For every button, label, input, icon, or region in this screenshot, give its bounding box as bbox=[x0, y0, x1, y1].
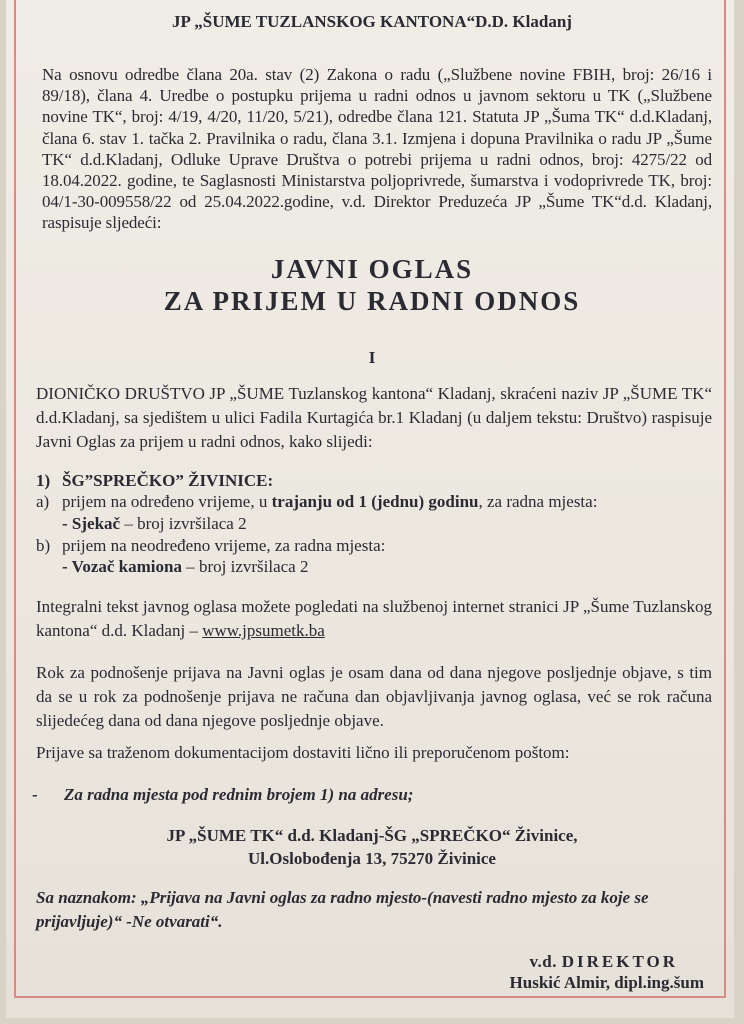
item-a-duration: trajanju od 1 (jednu) godinu bbox=[271, 492, 479, 511]
unit-heading bbox=[36, 470, 273, 492]
item-b-text: prijem na neodređeno vrijeme, za radna mjesta: bbox=[62, 536, 386, 555]
address-instruction-text: Za radna mjesta pod rednim brojem 1) na adresu; bbox=[64, 785, 414, 804]
position-dash: - bbox=[62, 557, 72, 576]
legal-basis-paragraph: Na osnovu odredbe člana 20a. stav (2) Zakona o radu („Službene novine FBIH, broj: 26/16 i 89/18), člana 4. Uredbe o postupku prijema u radni odnos u javnom sektoru u TK („Službene novine TK“, broj: 4/19, 4/20, 11/20, 5/21), odredbe člana 121. Statuta JP „Šuma TK“ d.d.Kladanj, člana 6. stav 1. tačka 2. Pravilnika o radu, člana 3.1. Izmjena i dopuna Pravilnika o radu JP „Šume TK“ d.d.Kladanj, Odluke Uprave Društva o potrebi prijema u radni odnos, broj: 4275/22 od 18.04.2022. godine, te Saglasnosti Ministarstva poljoprivrede, šumarstva i vodoprivrede TK, broj: 04/1-30-009558/22 od 25.04.2022.godine, v.d. Direktor Preduzeća JP „Šume TK“d.d. Kladanj, raspisuje sljedeći: bbox=[42, 65, 712, 233]
address-line-2: Ul.Oslobođenja 13, 75270 Živinice bbox=[248, 849, 496, 868]
position-count: – broj izvršilaca 2 bbox=[181, 557, 309, 576]
position-count: – broj izvršilaca 2 bbox=[120, 514, 247, 533]
website-link[interactable]: www.jpsumetk.ba bbox=[202, 621, 325, 640]
unit-name: ŠG”SPREČKO” ŽIVINICE: bbox=[62, 471, 274, 490]
address-line-1: JP „ŠUME TK“ d.d. Kladanj-ŠG „SPREČKO“ Živinice, bbox=[166, 826, 578, 845]
position-name: Vozač kamiona bbox=[71, 557, 182, 576]
position-vozac bbox=[62, 556, 308, 578]
envelope-note: Sa naznakom: „Prijava na Javni oglas za radno mjesto-(navesti radno mjesto za koje se prijavljuje)“ -Ne otvarati“. bbox=[36, 888, 649, 931]
unit-number: 1) bbox=[36, 471, 51, 490]
item-a-marker: a) bbox=[36, 492, 50, 511]
position-name: Sjekač bbox=[71, 514, 121, 533]
website-text: Integralni tekst javnog oglasa možete pogledati na službenoj internet stranici JP „Šume Tuzlanskog kantona“ d.d. Kladanj – bbox=[36, 597, 712, 640]
item-a-text-end: , za radna mjesta: bbox=[478, 492, 598, 511]
signature-role bbox=[529, 952, 678, 972]
list-item-a bbox=[36, 491, 597, 513]
website-paragraph bbox=[36, 595, 712, 643]
signature-role-title: DIREKTOR bbox=[561, 952, 678, 971]
item-a-text: prijem na određeno vrijeme, u bbox=[62, 492, 272, 511]
signature-name: Huskić Almir, dipl.ing.šum bbox=[509, 973, 704, 992]
position-sjekac bbox=[62, 513, 247, 535]
signature-role-prefix: v.d. bbox=[529, 952, 562, 971]
dash-marker: - bbox=[32, 785, 38, 804]
company-announcement-paragraph: DIONIČKO DRUŠTVO JP „ŠUME Tuzlanskog kantona“ Kladanj, skraćeni naziv JP „ŠUME TK“ d.d.Kladanj, sa sjedištem u ulici Fadila Kurtagića br.1 Kladanj (u daljem tekstu: Društvo) raspisuje Javni Oglas za prijem u radni odnos, kako slijedi: bbox=[36, 384, 712, 451]
ad-title-line-1: JAVNI OGLAS bbox=[270, 254, 474, 284]
ad-title-line-2: ZA PRIJEM U RADNI ODNOS bbox=[163, 286, 581, 316]
company-header: JP „ŠUME TUZLANSKOG KANTONA“D.D. Kladanj bbox=[172, 12, 572, 31]
deadline-paragraph: Rok za podnošenje prijava na Javni oglas je osam dana od dana njegove posljednje objave, s tim da se u rok za podnošenje prijava ne računa dan objavljivanja javnog oglasa, već se rok računa slijedećeg dana od dana njegove posljednje objave. bbox=[36, 663, 712, 730]
list-item-b bbox=[36, 535, 385, 557]
item-b-marker: b) bbox=[36, 536, 51, 555]
section-number: I bbox=[368, 348, 376, 367]
address-instruction bbox=[32, 785, 413, 805]
submission-paragraph: Prijave sa traženom dokumentacijom dostaviti lično ili preporučenom poštom: bbox=[36, 743, 570, 762]
position-dash: - bbox=[62, 514, 72, 533]
